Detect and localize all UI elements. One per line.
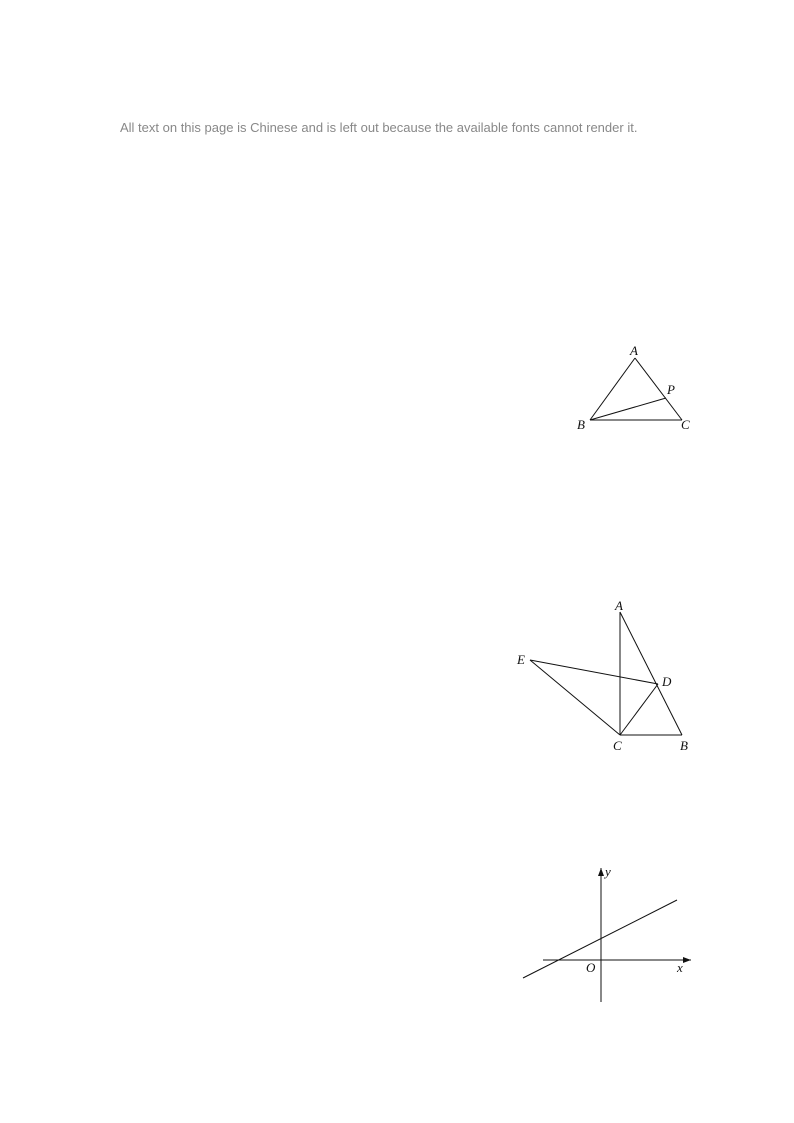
omitted-text-note: All text on this page is Chinese and is left out because the available fonts cannot render it.	[120, 120, 638, 135]
q11-vertex-a: A	[615, 598, 623, 613]
q8-point-p: P	[667, 382, 675, 397]
q8-triangle-figure	[560, 338, 700, 438]
q11-rotation-figure	[510, 590, 710, 760]
q8-vertex-c: C	[681, 417, 690, 432]
q14-y-axis-label: y	[605, 864, 611, 879]
q14-graph-figure	[515, 862, 695, 1007]
q11-vertex-b: B	[680, 738, 688, 753]
q11-vertex-c: C	[613, 738, 622, 753]
q14-origin-label: O	[586, 960, 596, 975]
q8-vertex-b: B	[577, 417, 585, 432]
q11-vertex-e: E	[517, 652, 525, 667]
q8-vertex-a: A	[630, 343, 638, 358]
q14-x-axis-label: x	[677, 960, 683, 975]
q11-vertex-d: D	[662, 674, 672, 689]
